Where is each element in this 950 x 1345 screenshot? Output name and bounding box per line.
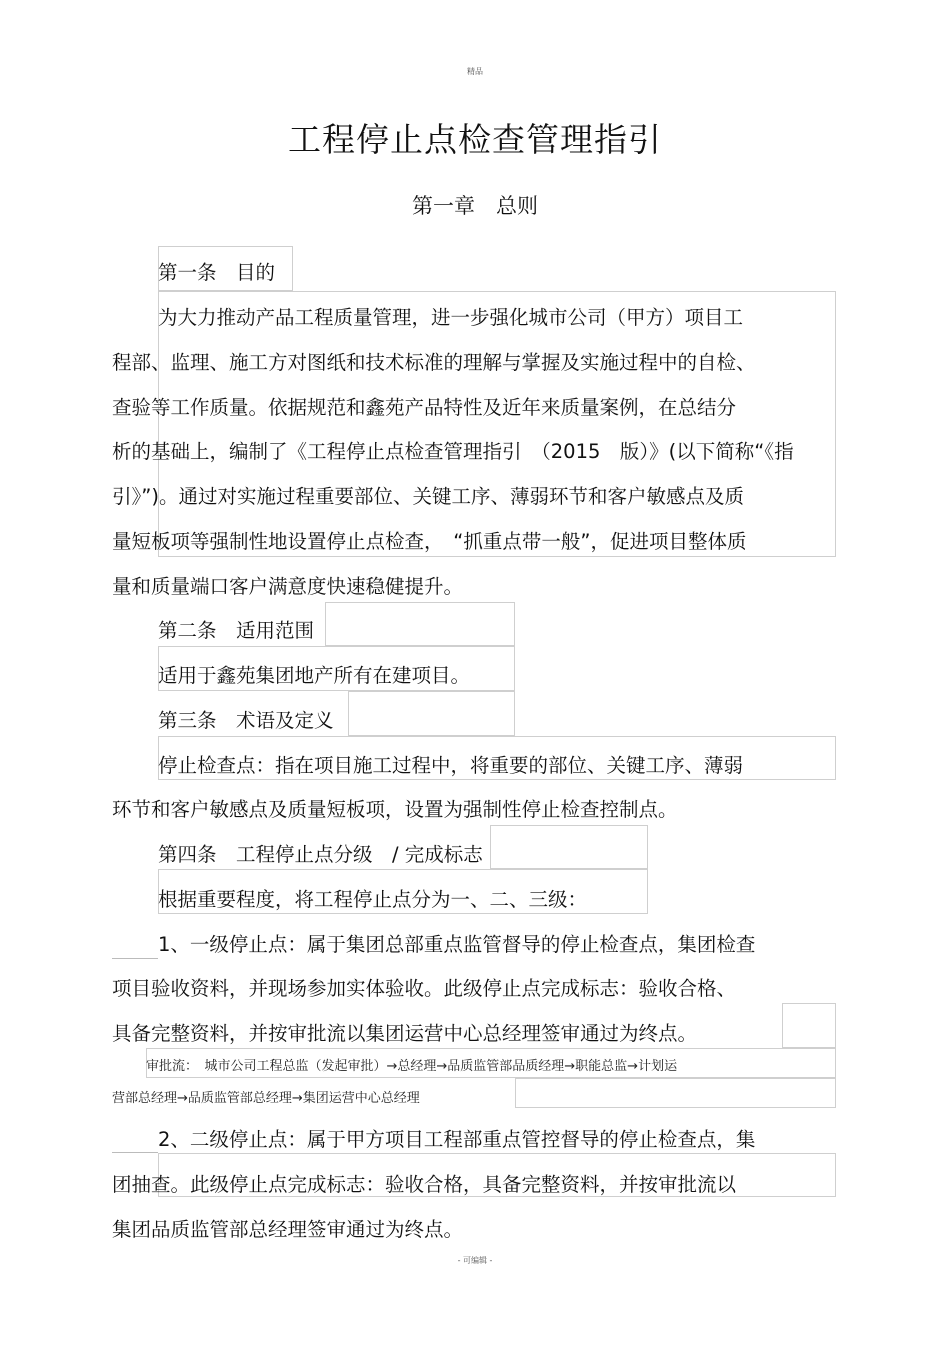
- body-line: 根据重要程度，将工程停止点分为一、二、三级：: [158, 888, 588, 911]
- body-line: 适用于鑫苑集团地产所有在建项目。: [158, 664, 471, 687]
- approval-flow-line: 审批流： 城市公司工程总监（发起审批）→总经理→品质监管部品质经理→职能总监→计划运: [146, 1059, 678, 1074]
- body-line: 项目验收资料，并现场参加实体验收。此级停止点完成标志：验收合格、: [112, 977, 737, 1000]
- body-line: 引》”)。通过对实施过程重要部位、关键工序、薄弱环节和客户敏感点及质: [112, 485, 744, 508]
- body-line: 程部、监理、施工方对图纸和技术标准的理解与掌握及实施过程中的自检、: [112, 351, 756, 374]
- outline-box: [325, 602, 515, 646]
- approval-flow-line: 营部总经理→品质监管部总经理→集团运营中心总经理: [112, 1091, 420, 1106]
- outline-box: [490, 825, 648, 869]
- body-line: 2、二级停止点：属于甲方项目工程部重点管控督导的停止检查点，集: [158, 1128, 756, 1151]
- chapter-heading: 第一章 总则: [412, 194, 538, 218]
- body-line: 为大力推动产品工程质量管理，进一步强化城市公司（甲方）项目工: [158, 306, 744, 329]
- body-line: 1、一级停止点：属于集团总部重点监管督导的停止检查点，集团检查: [158, 933, 756, 956]
- article-heading: 第三条 术语及定义: [158, 709, 334, 732]
- article-heading: 第四条 工程停止点分级 / 完成标志: [158, 843, 483, 866]
- body-line: 团抽查。此级停止点完成标志：验收合格，具备完整资料，并按审批流以: [112, 1173, 737, 1196]
- outline-line: [112, 958, 158, 959]
- outline-box: [782, 1003, 836, 1048]
- outline-box: [515, 1078, 836, 1108]
- article-heading: 第一条 目的: [158, 261, 276, 284]
- outline-line: [112, 1152, 158, 1153]
- body-line: 停止检查点：指在项目施工过程中，将重要的部位、关键工序、薄弱: [158, 754, 744, 777]
- body-line: 具备完整资料，并按审批流以集团运营中心总经理签审通过为终点。: [112, 1022, 698, 1045]
- body-line: 环节和客户敏感点及质量短板项，设置为强制性停止检查控制点。: [112, 798, 678, 821]
- body-line: 集团品质监管部总经理签审通过为终点。: [112, 1218, 464, 1241]
- outline-box: [348, 691, 515, 736]
- body-line: 量短板项等强制性地设置停止点检查， “抓重点带一般”，促进项目整体质: [112, 530, 747, 553]
- footer-tag: - 可编辑 -: [457, 1256, 493, 1265]
- article-heading: 第二条 适用范围: [158, 619, 315, 642]
- body-line: 查验等工作质量。依据规范和鑫苑产品特性及近年来质量案例，在总结分: [112, 396, 737, 419]
- document-title: 工程停止点检查管理指引: [288, 120, 662, 159]
- body-line: 析的基础上，编制了《工程停止点检查管理指引 （2015 版）》(以下简称“《指: [112, 440, 794, 463]
- body-line: 量和质量端口客户满意度快速稳健提升。: [112, 575, 464, 598]
- header-tag: 精品: [467, 67, 483, 76]
